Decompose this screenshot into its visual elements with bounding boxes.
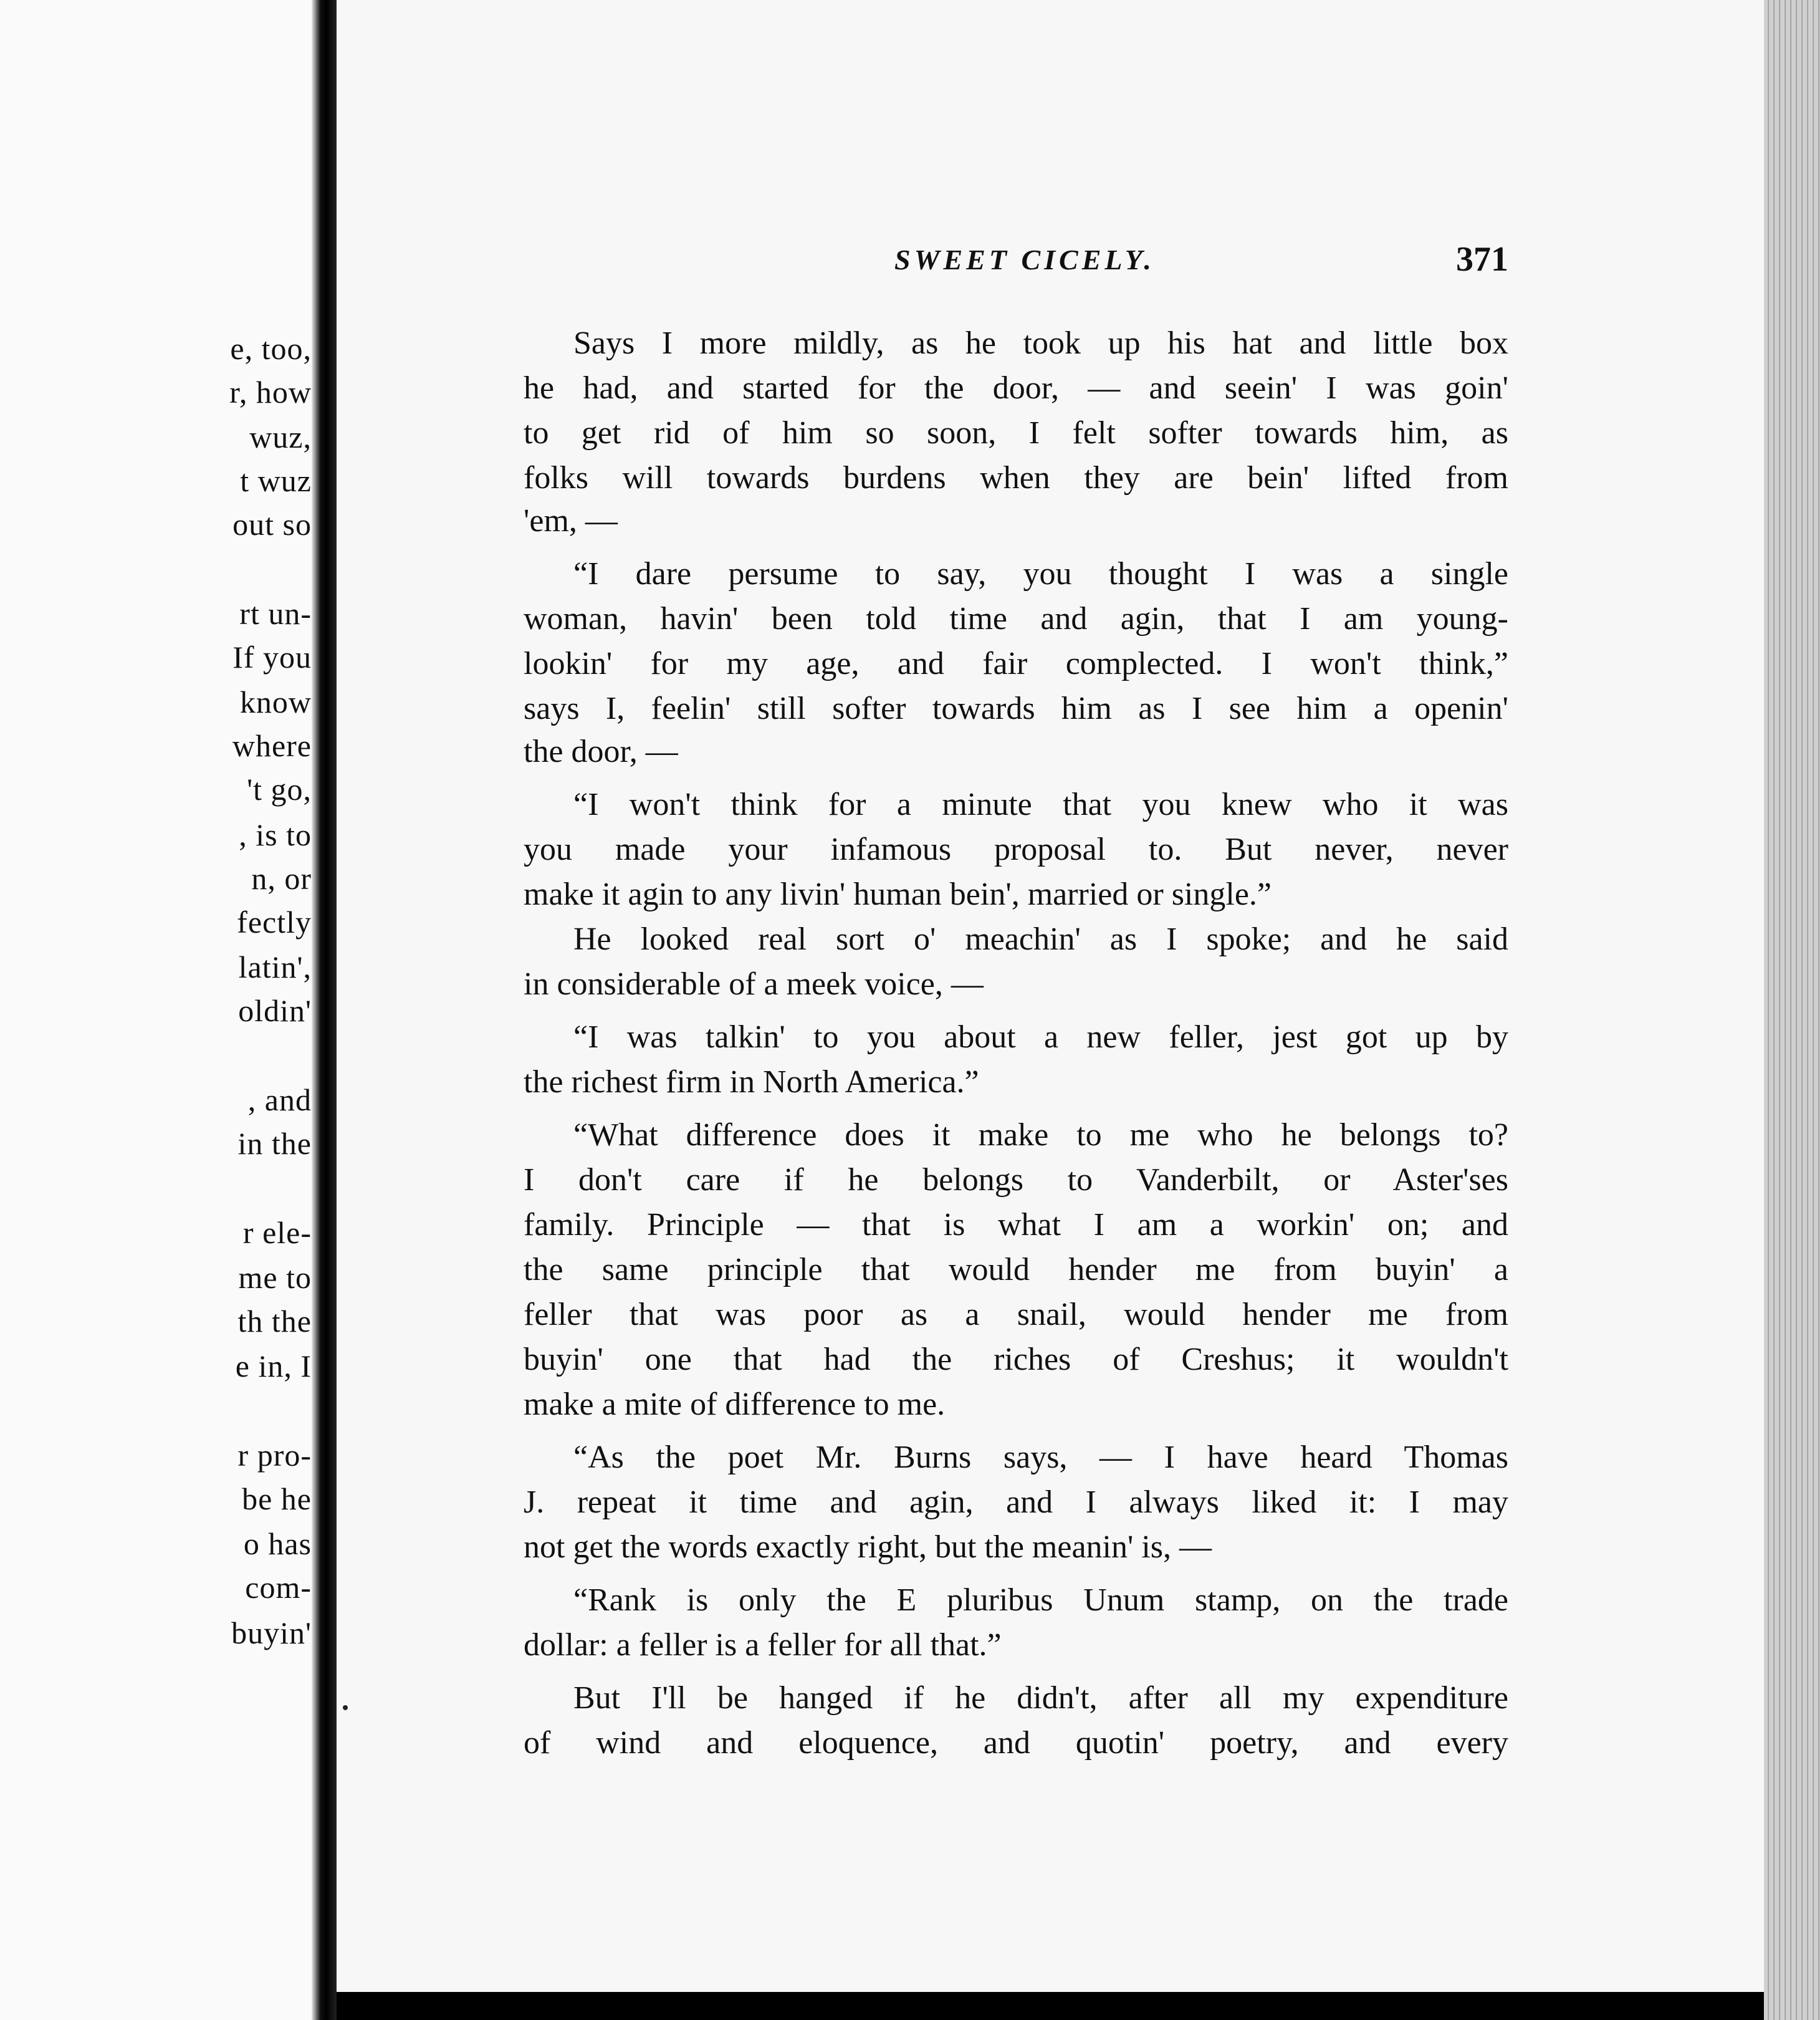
left-page-line: , is to xyxy=(239,817,312,852)
left-page-line: t wuz xyxy=(240,463,312,498)
text-line: J. repeat it time and agin, and I always liked it: I may xyxy=(524,1484,1508,1520)
text-line: He looked real sort o' meachin' as I spoke; and he said xyxy=(573,921,1508,957)
text-line: woman, havin' been told time and agin, that I am young- xyxy=(524,601,1508,637)
running-title: SWEET CICELY. xyxy=(894,244,1155,276)
text-line: he had, and started for the door, — and seein' I was goin' xyxy=(524,370,1508,406)
left-page-line: rt un- xyxy=(239,596,312,631)
text-line: 'em, — xyxy=(524,503,618,539)
text-line: feller that was poor as a snail, would hender me from xyxy=(524,1297,1508,1332)
text-line: make a mite of difference to me. xyxy=(524,1387,946,1422)
left-page-line: th the xyxy=(237,1304,312,1339)
left-page-line: e in, I xyxy=(235,1349,312,1383)
text-line: “Rank is only the E pluribus Unum stamp, on the trade xyxy=(573,1582,1508,1618)
left-page-line: 't go, xyxy=(247,772,312,807)
left-page-line: o has xyxy=(243,1526,312,1561)
scan-bottom-edge xyxy=(337,1992,1764,2020)
text-line: “What difference does it make to me who he belongs to? xyxy=(573,1117,1508,1153)
left-page-line: me to xyxy=(238,1260,312,1295)
left-page-line: com- xyxy=(245,1570,312,1605)
left-page-line: in the xyxy=(237,1126,312,1161)
left-page-line: r pro- xyxy=(237,1438,312,1473)
text-line: the door, — xyxy=(524,734,678,769)
text-line: the same principle that would hender me from buyin' a xyxy=(524,1252,1508,1287)
text-line: folks will towards burdens when they are bein' lifted from xyxy=(524,460,1508,496)
page-number: 371 xyxy=(1456,240,1508,279)
left-page-line: If you xyxy=(232,640,312,675)
left-page-line: e, too, xyxy=(230,331,312,366)
text-line: “I won't think for a minute that you knew who it was xyxy=(573,787,1508,822)
page-edge-stack xyxy=(1764,0,1820,2020)
left-page-line: oldin' xyxy=(238,993,312,1028)
text-line: the richest firm in North America.” xyxy=(524,1064,979,1100)
text-line: “I dare persume to say, you thought I was a single xyxy=(573,556,1508,592)
text-line: “I was talkin' to you about a new feller, jest got up by xyxy=(573,1019,1508,1055)
text-line: Says I more mildly, as he took up his hat and little box xyxy=(573,325,1508,361)
left-page-line: n, or xyxy=(251,861,312,896)
text-line: to get rid of him so soon, I felt softer towards him, as xyxy=(524,415,1508,451)
left-page-line: r, how xyxy=(229,375,312,410)
text-line: family. Principle — that is what I am a workin' on; and xyxy=(524,1207,1508,1243)
text-line: dollar: a feller is a feller for all that.” xyxy=(524,1627,1002,1663)
text-line: says I, feelin' still softer towards him as I see him a openin' xyxy=(524,691,1508,726)
text-line: I don't care if he belongs to Vanderbilt, or Aster'ses xyxy=(524,1162,1508,1198)
text-line: buyin' one that had the riches of Creshus; it wouldn't xyxy=(524,1342,1508,1377)
text-line: in considerable of a meek voice, — xyxy=(524,966,984,1002)
left-page-line: wuz, xyxy=(249,420,312,454)
left-page-line: know xyxy=(239,685,312,719)
left-page-line: where xyxy=(232,728,312,763)
ink-speck xyxy=(343,1705,348,1710)
running-header xyxy=(524,240,1508,293)
text-line: of wind and eloquence, and quotin' poetry, and every xyxy=(524,1725,1508,1761)
book-gutter xyxy=(312,0,337,2020)
text-line: lookin' for my age, and fair complected. I won't think,” xyxy=(524,646,1508,681)
left-page-line: r ele- xyxy=(242,1215,312,1250)
text-line: not get the words exactly right, but the meanin' is, — xyxy=(524,1529,1212,1565)
text-line: you made your infamous proposal to. But never, never xyxy=(524,832,1508,867)
left-page xyxy=(0,0,312,2020)
text-line: But I'll be hanged if he didn't, after all my expenditure xyxy=(573,1680,1508,1716)
text-line: make it agin to any livin' human bein', married or single.” xyxy=(524,877,1272,912)
left-page-line: fectly xyxy=(237,905,312,940)
left-page-line: be he xyxy=(242,1481,312,1516)
left-page-line: , and xyxy=(247,1082,312,1117)
text-line: “As the poet Mr. Burns says, — I have heard Thomas xyxy=(573,1440,1508,1475)
left-page-line: buyin' xyxy=(231,1615,312,1650)
left-page-line: latin', xyxy=(238,950,312,984)
left-page-line: out so xyxy=(232,507,312,542)
